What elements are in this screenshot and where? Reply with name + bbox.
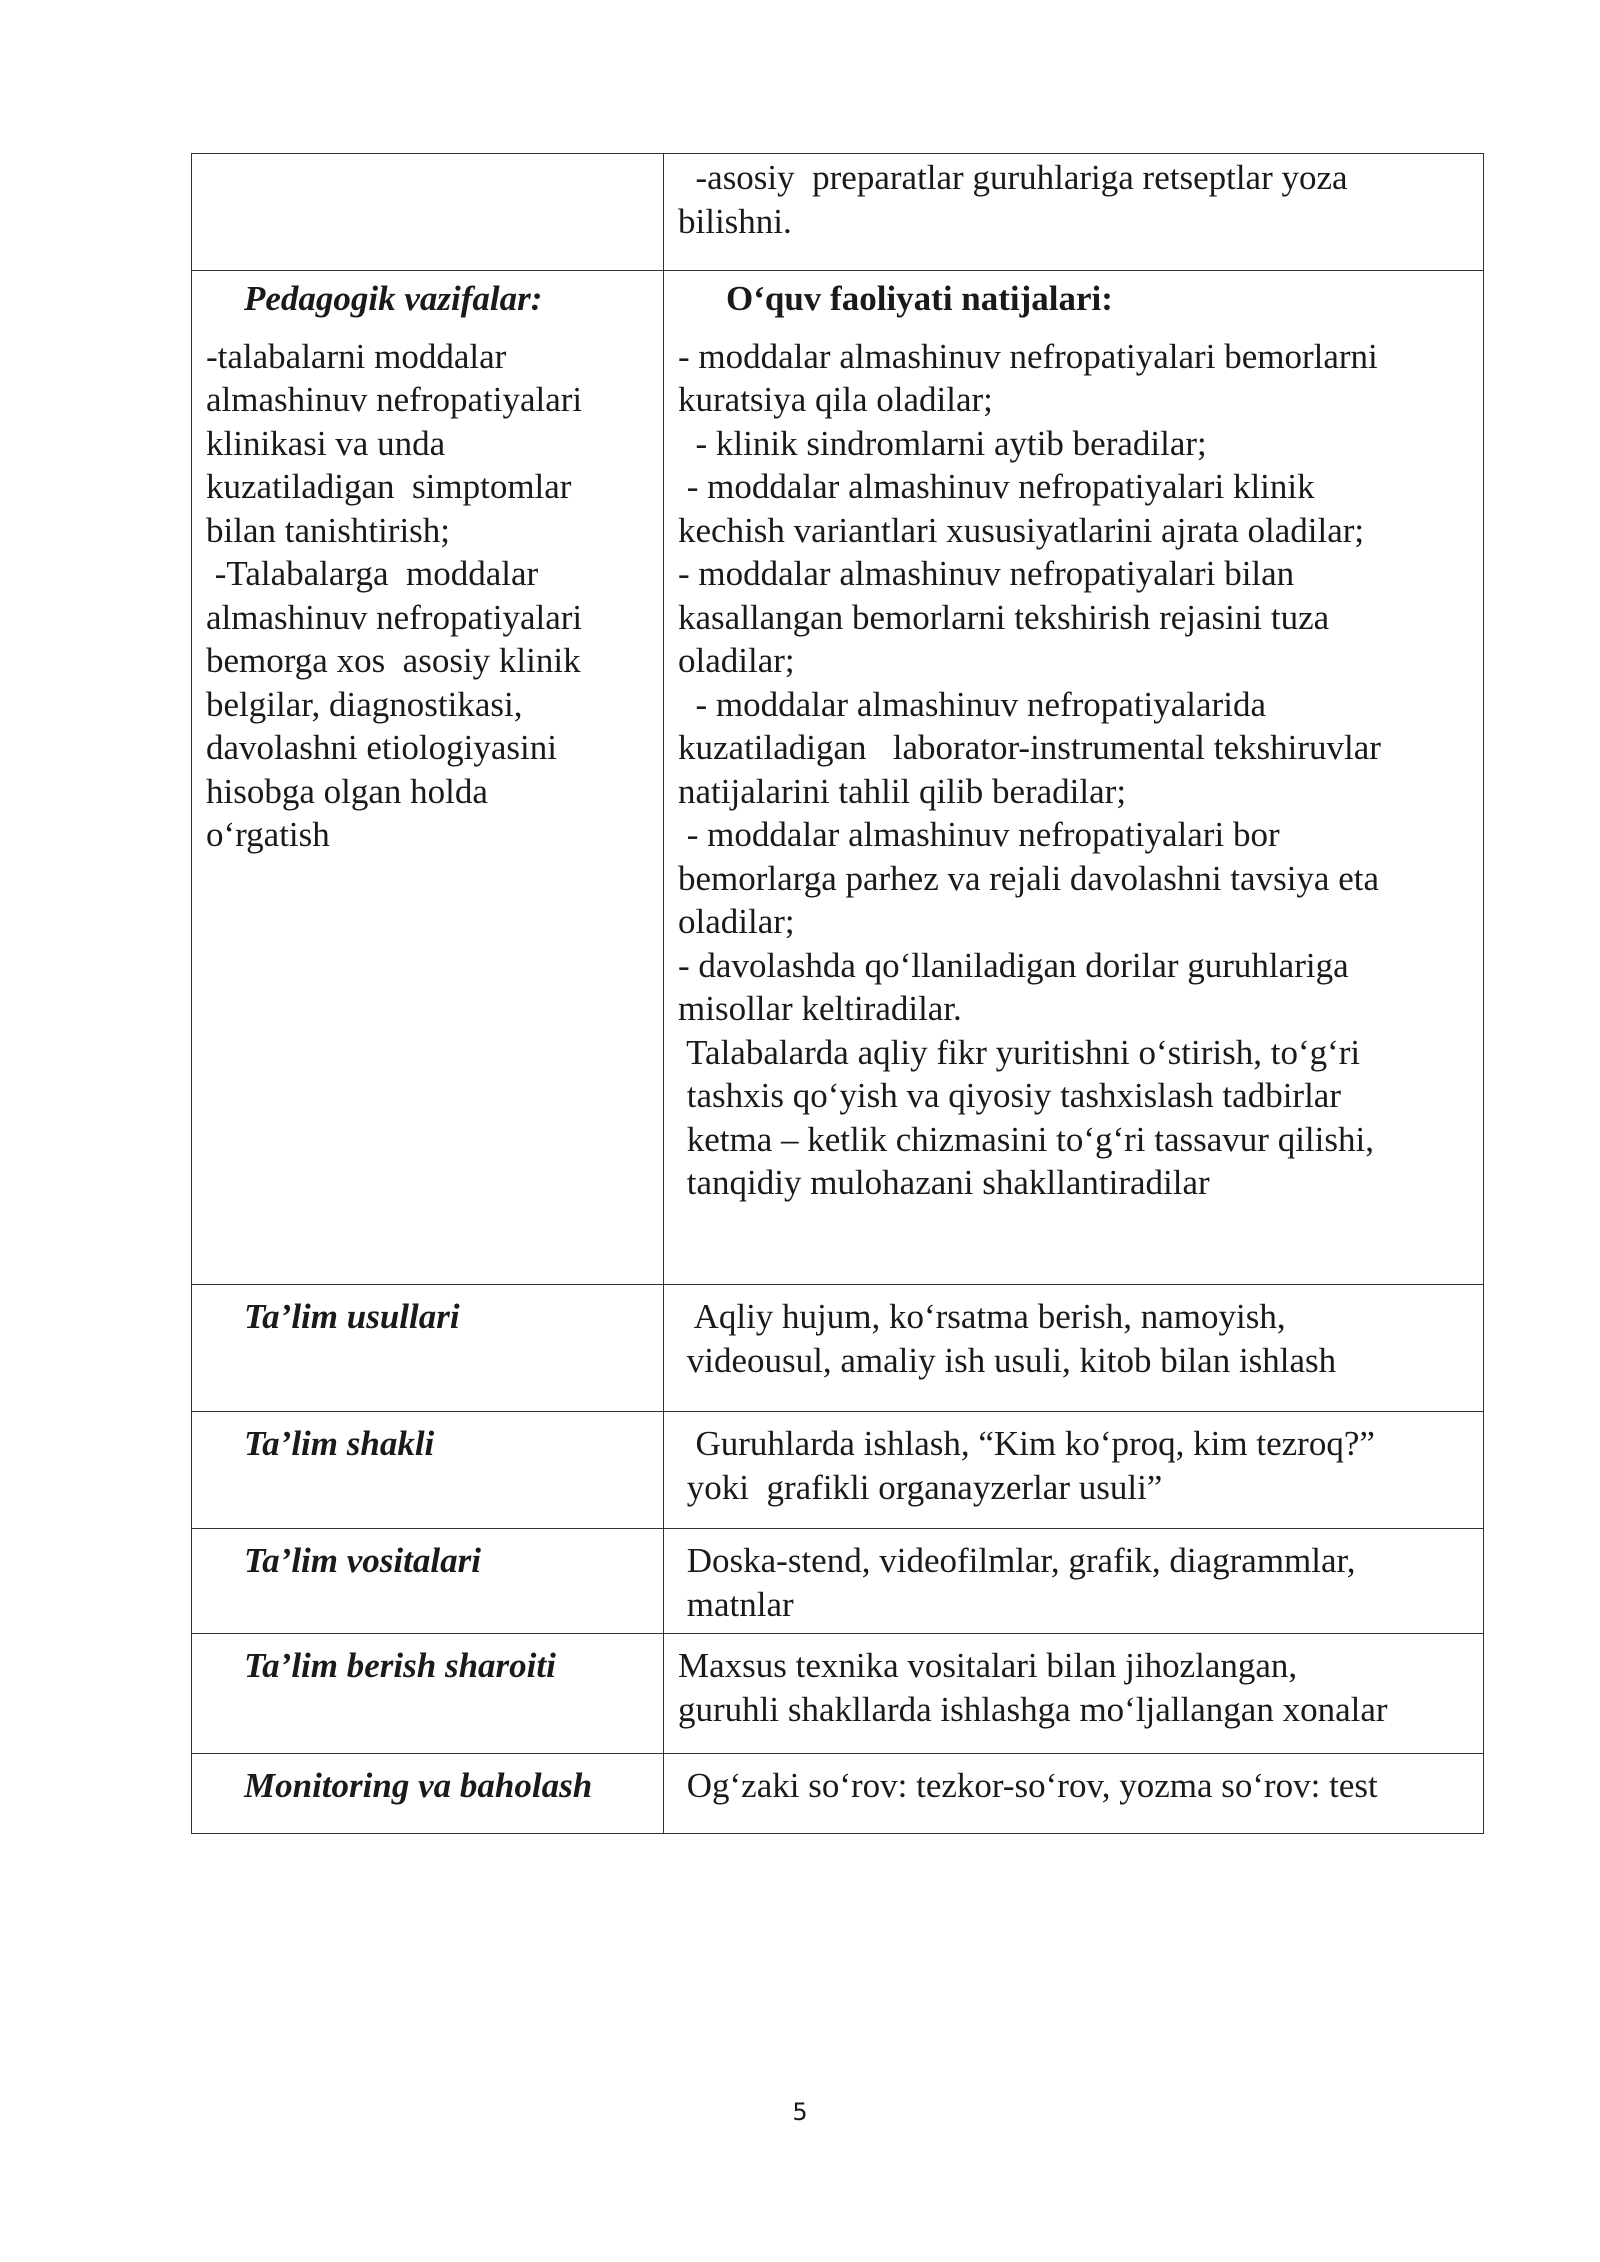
empty-cell [192,154,664,271]
text-line: oladilar; [678,902,795,941]
text-line: -asosiy preparatlar guruhlariga retseptlar yoza [678,158,1348,197]
text-line: o‘rgatish [206,815,330,854]
text-line: tanqidiy mulohazani shakllantiradilar [678,1163,1210,1202]
text-line: bilan tanishtirish; [206,510,451,550]
talim-berish-sharoiti-label-cell [192,1634,664,1754]
table-row [192,271,1484,1285]
text-line: ketma – ketlik chizmasini to‘g‘ri tassavur qilishi, [678,1119,1374,1159]
oquv-natijalari-cell [664,271,1484,1285]
text-line: Talabalarda aqliy fikr yuritishni o‘stirish, to‘g‘ri [678,1032,1361,1072]
text-line: Og‘zaki so‘rov: tezkor-so‘rov, yozma so‘rov: test [678,1766,1378,1805]
text-line: kasallangan bemorlarni tekshirish rejasini tuza [678,597,1330,637]
text-line: kuratsiya qila oladilar; [678,380,993,419]
text-line: - moddalar almashinuv nefropatiyalarida [678,684,1266,724]
talim-vositalari-value-cell [664,1529,1484,1634]
talim-vositalari-label-cell [192,1529,664,1634]
text-line: almashinuv nefropatiyalari [206,380,583,419]
text-line: oladilar; [678,641,795,680]
text-line: misollar keltiradilar. [678,989,962,1028]
talim-shakli-label-cell [192,1412,664,1529]
text-line: yoki grafikli organayzerlar usuli” [678,1467,1163,1507]
table-row [192,1754,1484,1834]
text-line: kechish variantlari xususiyatlarini ajrata oladilar; [678,510,1365,550]
table-row [192,1412,1484,1529]
page-number: 5 [792,2098,808,2126]
text-line: guruhli shakllarda ishlashga mo‘ljallangan xonalar [678,1689,1388,1729]
text-line: kuzatiladigan laborator-instrumental tekshiruvlar [678,728,1381,767]
text-line: videousul, amaliy ish usuli, kitob bilan ishlash [678,1340,1337,1380]
text-line: Aqliy hujum, ko‘rsatma berish, namoyish, [678,1297,1286,1336]
monitoring-label: Monitoring va baholash [244,1766,593,1805]
text-line: - moddalar almashinuv nefropatiyalari bilan [678,554,1295,593]
lesson-plan-table [191,153,1484,1834]
text-line: Doska-stend, videofilmlar, grafik, diagrammlar, [678,1541,1356,1580]
retsept-cell [664,154,1484,271]
text-line: hisobga olgan holda [206,771,488,811]
talim-berish-sharoiti-value-cell [664,1634,1484,1754]
text-line: Maxsus texnika vositalari bilan jihozlangan, [678,1646,1298,1685]
table-row [192,1529,1484,1634]
talim-usullari-value-cell [664,1285,1484,1412]
pedagogik-vazifalar-cell [192,271,664,1285]
text-line: - davolashda qo‘llaniladigan dorilar guruhlariga [678,945,1349,985]
text-line: almashinuv nefropatiyalari [206,597,583,637]
text-line: natijalarini tahlil qilib beradilar; [678,771,1127,811]
talim-vositalari-label: Ta’lim vositalari [244,1541,481,1580]
text-line: bemorlarga parhez va rejali davolashni tavsiya eta [678,858,1379,898]
text-line: matnlar [678,1584,794,1624]
text-line: tashxis qo‘yish va qiyosiy tashxislash tadbirlar [678,1076,1341,1115]
text-line: davolashni etiologiyasini [206,728,557,767]
text-line: klinikasi va unda [206,423,446,463]
text-line: - moddalar almashinuv nefropatiyalari klinik [678,467,1315,506]
pedagogik-vazifalar-heading: Pedagogik vazifalar: [244,279,543,318]
table-row [192,1634,1484,1754]
monitoring-value-cell [664,1754,1484,1834]
oquv-natijalari-heading: O‘quv faoliyati natijalari: [726,279,1113,318]
monitoring-label-cell [192,1754,664,1834]
text-line: - moddalar almashinuv nefropatiyalari bor [678,815,1280,854]
talim-shakli-value-cell [664,1412,1484,1529]
text-line: -Talabalarga moddalar [206,554,539,593]
text-line: belgilar, diagnostikasi, [206,684,523,724]
text-line: - klinik sindromlarni aytib beradilar; [678,423,1207,463]
talim-berish-sharoiti-label: Ta’lim berish sharoiti [244,1646,556,1685]
text-line: -talabalarni moddalar [206,336,507,376]
talim-shakli-label: Ta’lim shakli [244,1424,435,1463]
text-line: Guruhlarda ishlash, “Kim ko‘proq, kim tezroq?” [678,1424,1375,1463]
text-line: bemorga xos asosiy klinik [206,641,581,680]
text-line: bilishni. [678,201,792,241]
text-line: kuzatiladigan simptomlar [206,467,572,506]
talim-usullari-label: Ta’lim usullari [244,1297,460,1336]
text-line: - moddalar almashinuv nefropatiyalari bemorlarni [678,336,1378,376]
table-row [192,154,1484,271]
talim-usullari-label-cell [192,1285,664,1412]
table-row [192,1285,1484,1412]
